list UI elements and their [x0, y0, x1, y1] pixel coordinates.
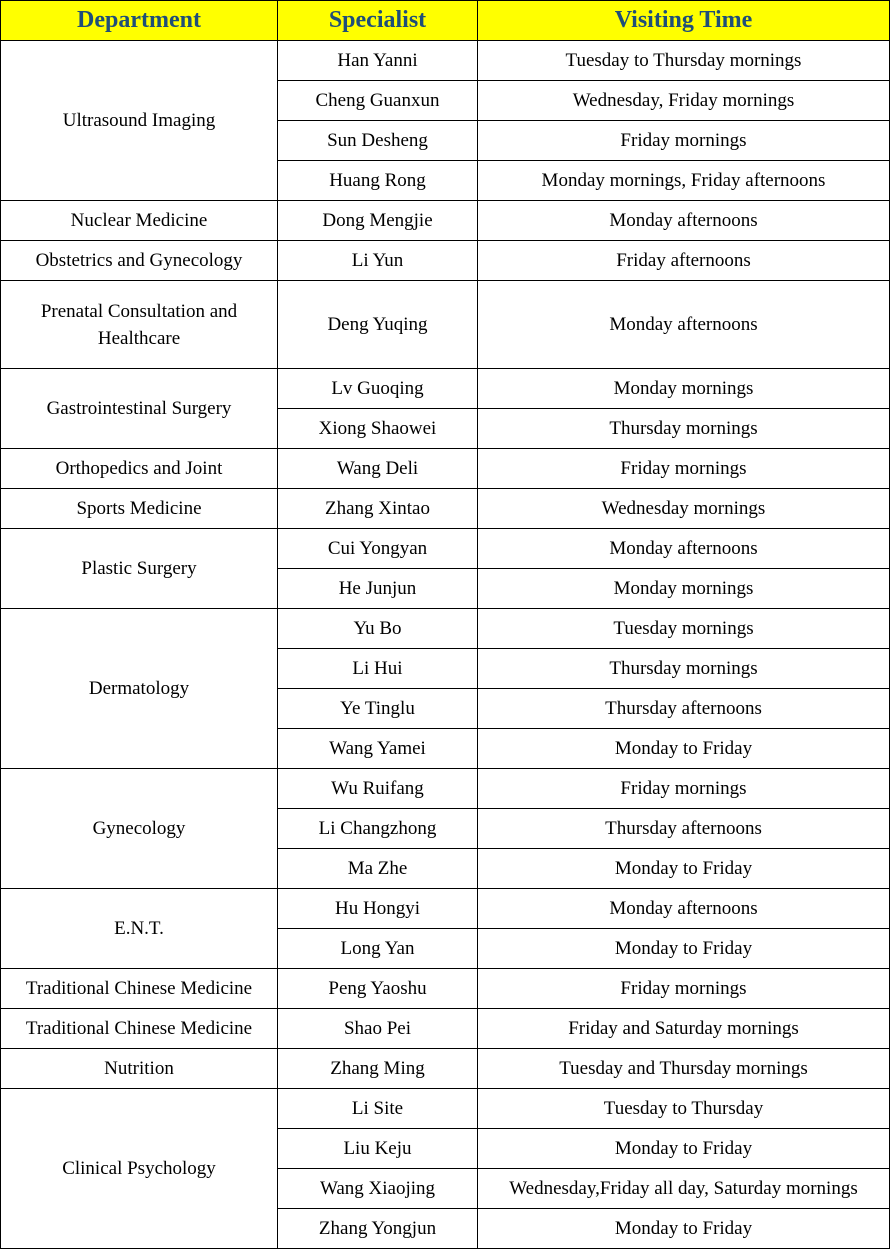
table-row — [1, 201, 890, 241]
visiting-time-cell: Monday to Friday — [478, 1129, 890, 1169]
table-row — [1, 241, 890, 281]
specialist-cell: Liu Keju — [278, 1129, 478, 1169]
specialist-cell: Wang Deli — [278, 449, 478, 489]
visiting-time-cell: Tuesday to Thursday mornings — [478, 41, 890, 81]
table-row — [1, 1009, 890, 1049]
specialist-cell: Wang Yamei — [278, 729, 478, 769]
visiting-time-cell: Monday afternoons — [478, 281, 890, 369]
visiting-time-cell: Tuesday to Thursday — [478, 1089, 890, 1129]
visiting-time-cell: Tuesday mornings — [478, 609, 890, 649]
specialist-cell: Ma Zhe — [278, 849, 478, 889]
specialist-cell: Long Yan — [278, 929, 478, 969]
visiting-time-cell: Friday mornings — [478, 769, 890, 809]
visiting-time-cell: Friday mornings — [478, 969, 890, 1009]
department-column-header: Department — [1, 1, 278, 41]
table-row — [1, 609, 890, 649]
department-cell: Prenatal Consultation and Healthcare — [1, 281, 278, 369]
department-cell: Obstetrics and Gynecology — [1, 241, 278, 281]
department-cell: Nutrition — [1, 1049, 278, 1089]
visiting-time-cell: Friday afternoons — [478, 241, 890, 281]
visiting-time-cell: Monday mornings — [478, 369, 890, 409]
specialist-cell: Yu Bo — [278, 609, 478, 649]
department-cell: Dermatology — [1, 609, 278, 769]
specialist-cell: Xiong Shaowei — [278, 409, 478, 449]
table-row — [1, 369, 890, 409]
specialist-cell: Cui Yongyan — [278, 529, 478, 569]
specialist-cell: Li Hui — [278, 649, 478, 689]
specialist-cell: Dong Mengjie — [278, 201, 478, 241]
department-cell: Nuclear Medicine — [1, 201, 278, 241]
specialist-cell: Cheng Guanxun — [278, 81, 478, 121]
specialist-cell: Zhang Xintao — [278, 489, 478, 529]
specialist-cell: He Junjun — [278, 569, 478, 609]
specialist-cell: Ye Tinglu — [278, 689, 478, 729]
department-cell: Gynecology — [1, 769, 278, 889]
visiting-time-cell: Thursday afternoons — [478, 689, 890, 729]
visiting-time-column-header: Visiting Time — [478, 1, 890, 41]
table-row — [1, 489, 890, 529]
visiting-time-cell: Wednesday, Friday mornings — [478, 81, 890, 121]
visiting-time-cell: Monday afternoons — [478, 529, 890, 569]
department-cell: Ultrasound Imaging — [1, 41, 278, 201]
department-cell: Clinical Psychology — [1, 1089, 278, 1249]
visiting-time-cell: Monday afternoons — [478, 889, 890, 929]
specialist-cell: Zhang Ming — [278, 1049, 478, 1089]
specialist-cell: Li Changzhong — [278, 809, 478, 849]
specialist-cell: Hu Hongyi — [278, 889, 478, 929]
table-row — [1, 969, 890, 1009]
table-row — [1, 1049, 890, 1089]
department-cell: Traditional Chinese Medicine — [1, 969, 278, 1009]
department-cell: E.N.T. — [1, 889, 278, 969]
table-row — [1, 281, 890, 369]
department-cell: Gastrointestinal Surgery — [1, 369, 278, 449]
visiting-time-cell: Monday to Friday — [478, 929, 890, 969]
table-row — [1, 529, 890, 569]
department-cell: Traditional Chinese Medicine — [1, 1009, 278, 1049]
visiting-time-cell: Thursday mornings — [478, 409, 890, 449]
visiting-time-cell: Tuesday and Thursday mornings — [478, 1049, 890, 1089]
specialist-cell: Li Site — [278, 1089, 478, 1129]
specialist-cell: Peng Yaoshu — [278, 969, 478, 1009]
table-header — [1, 1, 890, 41]
department-cell: Sports Medicine — [1, 489, 278, 529]
department-cell: Plastic Surgery — [1, 529, 278, 609]
visiting-time-cell: Monday mornings — [478, 569, 890, 609]
visiting-time-cell: Friday mornings — [478, 121, 890, 161]
visiting-time-cell: Monday to Friday — [478, 1209, 890, 1249]
header-row — [1, 1, 890, 41]
visiting-time-cell: Friday mornings — [478, 449, 890, 489]
specialist-cell: Lv Guoqing — [278, 369, 478, 409]
visiting-time-cell: Wednesday mornings — [478, 489, 890, 529]
visiting-time-cell: Monday afternoons — [478, 201, 890, 241]
table-row — [1, 1089, 890, 1129]
specialist-cell: Zhang Yongjun — [278, 1209, 478, 1249]
visiting-time-cell: Thursday mornings — [478, 649, 890, 689]
table-row — [1, 449, 890, 489]
table-row — [1, 41, 890, 81]
visiting-time-cell: Monday to Friday — [478, 849, 890, 889]
specialist-cell: Wu Ruifang — [278, 769, 478, 809]
specialist-cell: Sun Desheng — [278, 121, 478, 161]
specialist-cell: Deng Yuqing — [278, 281, 478, 369]
specialist-cell: Shao Pei — [278, 1009, 478, 1049]
table-body — [1, 41, 890, 1249]
specialist-column-header: Specialist — [278, 1, 478, 41]
visiting-time-cell: Monday mornings, Friday afternoons — [478, 161, 890, 201]
specialist-cell: Wang Xiaojing — [278, 1169, 478, 1209]
department-cell: Orthopedics and Joint — [1, 449, 278, 489]
specialist-cell: Han Yanni — [278, 41, 478, 81]
visiting-time-cell: Monday to Friday — [478, 729, 890, 769]
table-row — [1, 889, 890, 929]
visiting-time-cell: Wednesday,Friday all day, Saturday mornings — [478, 1169, 890, 1209]
table-row — [1, 769, 890, 809]
visiting-time-cell: Friday and Saturday mornings — [478, 1009, 890, 1049]
visiting-time-cell: Thursday afternoons — [478, 809, 890, 849]
specialist-cell: Huang Rong — [278, 161, 478, 201]
specialist-cell: Li Yun — [278, 241, 478, 281]
